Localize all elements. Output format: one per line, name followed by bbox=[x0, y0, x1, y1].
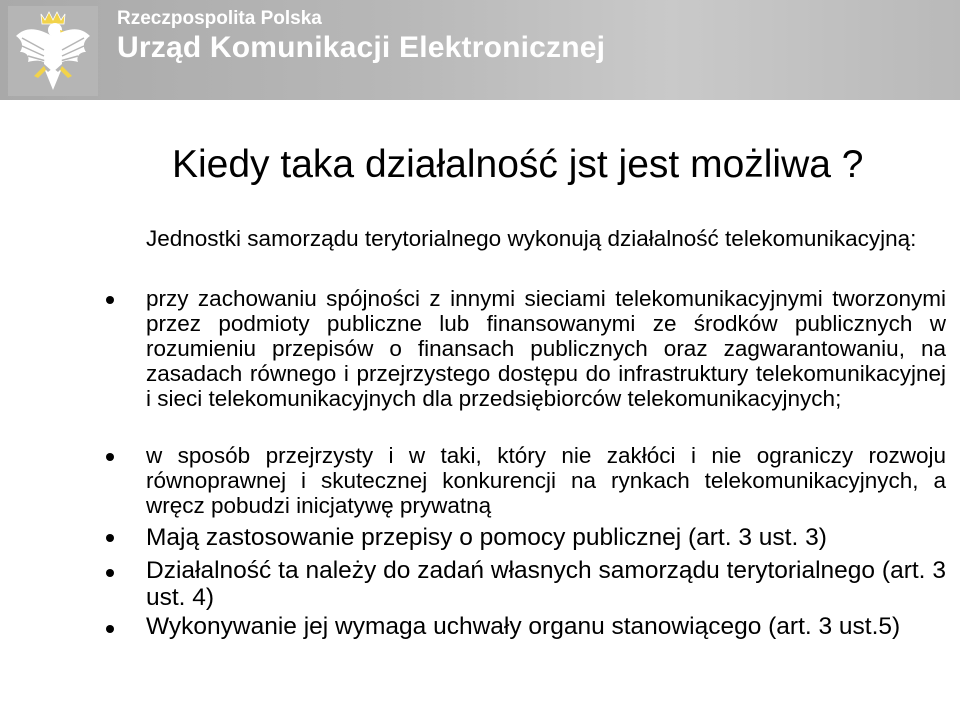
bullet-marker bbox=[106, 296, 114, 304]
bullet-marker bbox=[106, 569, 114, 577]
intro-paragraph: Jednostki samorządu terytorialnego wykonują działalność telekomunikacyjną: bbox=[146, 226, 917, 251]
bullet-item-4: Działalność ta należy do zadań własnych samorządu terytorialnego (art. 3 ust. 4) bbox=[146, 557, 946, 611]
slide-title: Kiedy taka działalność jst jest możliwa ? bbox=[172, 143, 864, 186]
bullet-item-1: przy zachowaniu spójności z innymi sieciami telekomunikacyjnymi tworzonymi przez podmioty publiczne lub finansowanymi ze środków publicznych w rozumieniu przepisów o finansach publicznych oraz zagwarantowaniu, na zasadach równego i przejrzystego dostępu do infrastruktury telekomunikacyjnej i sieci telekomunikacyjnych dla przedsiębiorców telekomunikacyjnych; bbox=[146, 286, 946, 411]
bullet-marker bbox=[106, 534, 114, 542]
bullet-item-2: w sposób przejrzysty i w taki, który nie zakłóci i nie ograniczy rozwoju równoprawnej i skutecznej konkurencji na rynkach telekomunikacyjnych, a wręcz pobudzi inicjatywę prywatną bbox=[146, 443, 946, 518]
polish-eagle-emblem-icon bbox=[8, 6, 98, 96]
header-country-name: Rzeczpospolita Polska bbox=[117, 8, 322, 29]
bullet-item-5: Wykonywanie jej wymaga uchwały organu stanowiącego (art. 3 ust.5) bbox=[146, 613, 901, 640]
header-banner bbox=[0, 0, 960, 100]
bullet-marker bbox=[106, 625, 114, 633]
bullet-item-3: Mają zastosowanie przepisy o pomocy publicznej (art. 3 ust. 3) bbox=[146, 524, 827, 551]
header-office-name: Urząd Komunikacji Elektronicznej bbox=[117, 31, 606, 64]
bullet-marker bbox=[106, 453, 114, 461]
